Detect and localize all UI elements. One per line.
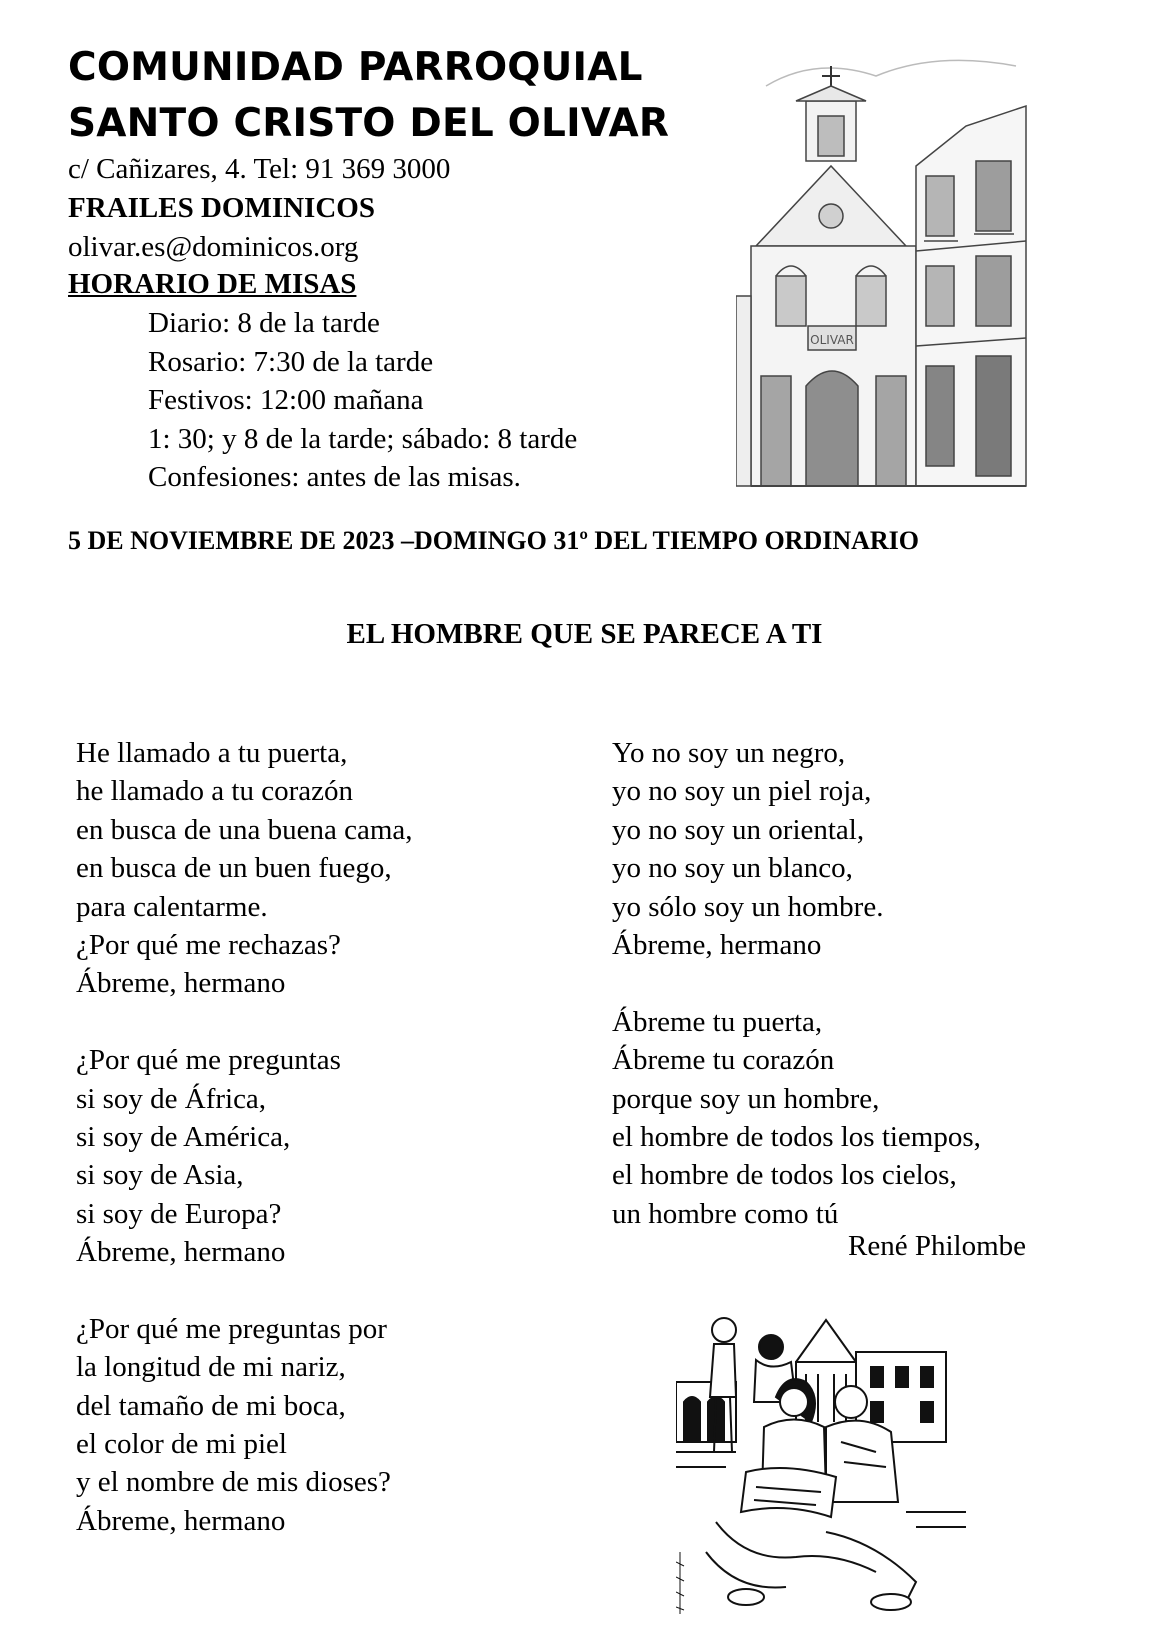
poem-left-column — [76, 734, 413, 1540]
poem-line: en busca de un buen fuego, — [76, 852, 392, 885]
church-facade-icon — [736, 46, 1036, 508]
schedule-line: Diario: 8 de la tarde — [148, 307, 380, 339]
poem-line: Ábreme, hermano — [76, 967, 286, 1000]
poem-line: Ábreme tu puerta, — [612, 1005, 823, 1038]
poem-line: porque soy un hombre, — [612, 1082, 880, 1115]
poem-line: yo no soy un piel roja, — [612, 775, 872, 808]
poem-line: he llamado a tu corazón — [76, 775, 353, 808]
parish-title-line2: SANTO CRISTO DEL OLIVAR — [68, 101, 670, 146]
poem-line: Ábreme, hermano — [76, 1504, 286, 1537]
schedule-heading: HORARIO DE MISAS — [68, 268, 357, 300]
poem-line: Yo no soy un negro, — [612, 737, 846, 769]
parish-address: c/ Cañizares, 4. Tel: 91 369 3000 — [68, 153, 451, 185]
poem-line: el hombre de todos los cielos, — [612, 1159, 957, 1192]
poem-line: ¿Por qué me preguntas — [76, 1044, 341, 1077]
poem-line: si soy de Asia, — [76, 1159, 244, 1192]
poem-line: si soy de América, — [76, 1120, 291, 1153]
poem-line: el hombre de todos los tiempos, — [612, 1120, 981, 1153]
parish-title-line1: COMUNIDAD PARROQUIAL — [68, 45, 643, 90]
schedule-line: Confesiones: antes de las misas. — [148, 461, 521, 493]
svg-text:OLIVAR: OLIVAR — [810, 333, 854, 347]
poem-line: ¿Por qué me rechazas? — [76, 928, 341, 961]
poem-line: y el nombre de mis dioses? — [76, 1466, 391, 1499]
poem-line: si soy de Europa? — [76, 1197, 282, 1230]
poem-line: si soy de África, — [76, 1082, 267, 1115]
poem-line: ¿Por qué me preguntas por — [76, 1312, 387, 1345]
date-line: 5 DE NOVIEMBRE DE 2023 –DOMINGO 31º DEL TIEMPO ORDINARIO — [68, 526, 920, 555]
people-reading-icon — [676, 1302, 966, 1624]
parish-email: olivar.es@dominicos.org — [68, 231, 359, 263]
schedule-line: Festivos: 12:00 mañana — [148, 384, 424, 416]
poem-line: yo sólo soy un hombre. — [612, 890, 884, 923]
schedule-line: Rosario: 7:30 de la tarde — [148, 345, 434, 378]
poem-line: el color de mi piel — [76, 1428, 287, 1461]
poem-title: EL HOMBRE QUE SE PARECE A TI — [346, 618, 823, 650]
poem-line: para calentarme. — [76, 890, 268, 923]
poem-line: un hombre como tú — [612, 1197, 839, 1230]
poem-line: yo no soy un oriental, — [612, 813, 865, 846]
poem-line: del tamaño de mi boca, — [76, 1389, 346, 1422]
parish-order: FRAILES DOMINICOS — [68, 192, 375, 224]
schedule-line: 1: 30; y 8 de la tarde; sábado: 8 tarde — [148, 422, 578, 455]
poem-line: Ábreme, hermano — [612, 928, 822, 961]
poem-line: en busca de una buena cama, — [76, 813, 413, 846]
poem-right-column — [612, 734, 981, 1233]
poem-author: René Philombe — [848, 1230, 1027, 1262]
mass-schedule — [148, 304, 577, 497]
poem-line: yo no soy un blanco, — [612, 852, 853, 885]
poem-line: Ábreme tu corazón — [612, 1044, 835, 1077]
poem-line: He llamado a tu puerta, — [76, 737, 348, 769]
poem-line: la longitud de mi nariz, — [76, 1351, 346, 1384]
poem-line: Ábreme, hermano — [76, 1236, 286, 1269]
